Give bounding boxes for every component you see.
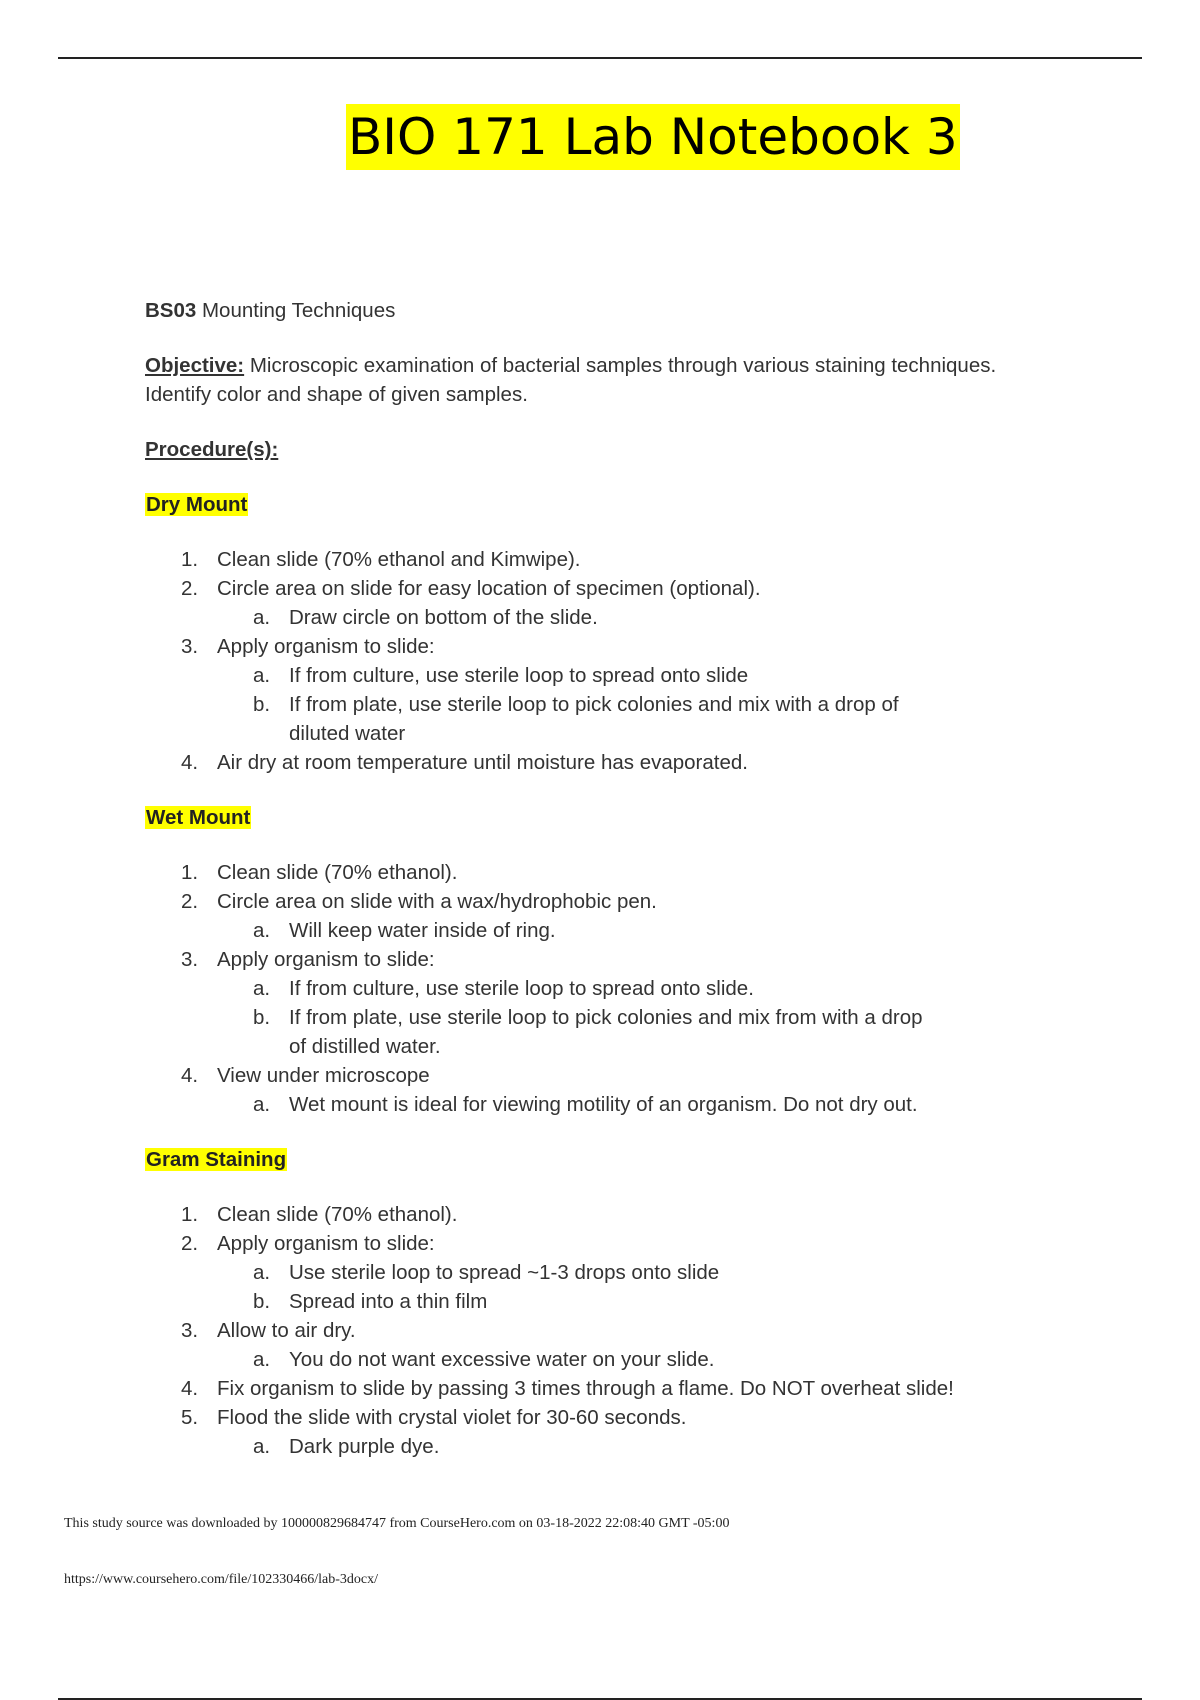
sub-step-text: If from plate, use sterile loop to pick colonies and mix with a drop of	[289, 693, 899, 716]
step-list	[145, 545, 1105, 777]
sub-list-item	[217, 1003, 1105, 1061]
step-text: Circle area on slide for easy location of specimen (optional).	[217, 577, 761, 600]
step-number: 1.	[181, 1203, 199, 1226]
sub-step-text: If from culture, use sterile loop to spread onto slide.	[289, 977, 754, 1000]
step-text: Allow to air dry.	[217, 1319, 356, 1342]
list-item	[145, 1403, 1105, 1461]
sub-step-text: Will keep water inside of ring.	[289, 919, 556, 942]
sub-list-item	[217, 1090, 1105, 1119]
source-url: https://www.coursehero.com/file/102330466/lab-3docx/	[64, 1572, 379, 1587]
sub-step-letter: b.	[253, 1006, 271, 1029]
sub-step-letter: a.	[253, 1093, 271, 1116]
section-heading	[145, 803, 1105, 832]
list-item	[145, 1061, 1105, 1119]
sub-list-item	[217, 1258, 1105, 1287]
list-item	[145, 1374, 1105, 1403]
sub-step-letter: a.	[253, 606, 271, 629]
step-text: Circle area on slide with a wax/hydrophobic pen.	[217, 890, 657, 913]
step-text: Flood the slide with crystal violet for 30-60 seconds.	[217, 1406, 687, 1429]
sub-step-text: If from culture, use sterile loop to spread onto slide	[289, 664, 749, 687]
sub-list-item	[217, 603, 1105, 632]
list-item	[145, 1316, 1105, 1374]
sub-list-item	[217, 1287, 1105, 1316]
step-text: Fix organism to slide by passing 3 times through a flame. Do NOT overheat slide!	[217, 1377, 954, 1400]
sub-step-letter: a.	[253, 664, 271, 687]
sub-list-item	[217, 690, 1105, 748]
step-number: 1.	[181, 861, 199, 884]
step-number: 2.	[181, 1232, 199, 1255]
sub-list-item	[217, 916, 1105, 945]
sub-step-text: Spread into a thin film	[289, 1290, 488, 1313]
sub-step-text: Draw circle on bottom of the slide.	[289, 606, 598, 629]
list-item	[145, 1229, 1105, 1316]
top-rule	[58, 57, 1142, 59]
objective-line-1	[145, 351, 1105, 380]
experiment-name: Mounting Techniques	[196, 299, 396, 322]
sub-step-list	[217, 1090, 1105, 1119]
sub-step-text-continued: of distilled water.	[289, 1035, 441, 1058]
list-item	[145, 887, 1105, 945]
sub-list-item	[217, 974, 1105, 1003]
procedures-line	[145, 435, 1105, 464]
step-list	[145, 858, 1105, 1119]
sub-step-letter: a.	[253, 919, 271, 942]
step-number: 3.	[181, 1319, 199, 1342]
sub-step-letter: b.	[253, 1290, 271, 1313]
sub-step-text: Use sterile loop to spread ~1-3 drops onto slide	[289, 1261, 720, 1284]
sub-step-text: You do not want excessive water on your slide.	[289, 1348, 715, 1371]
sub-step-text: Wet mount is ideal for viewing motility of an organism. Do not dry out.	[289, 1093, 918, 1116]
sub-step-letter: a.	[253, 1261, 271, 1284]
sub-list-item	[217, 1345, 1105, 1374]
step-number: 3.	[181, 948, 199, 971]
list-item	[145, 858, 1105, 887]
objective-text-1: Microscopic examination of bacterial samples through various staining techniques.	[244, 354, 997, 377]
step-text: View under microscope	[217, 1064, 430, 1087]
procedures-label: Procedure(s):	[145, 438, 279, 461]
sub-step-text: Dark purple dye.	[289, 1435, 440, 1458]
sub-list-item	[217, 1432, 1105, 1461]
step-text: Apply organism to slide:	[217, 948, 435, 971]
page-title: BIO 171 Lab Notebook 3	[346, 104, 960, 170]
step-text: Apply organism to slide:	[217, 635, 435, 658]
sub-step-letter: a.	[253, 1435, 271, 1458]
objective-line-2: Identify color and shape of given samples.	[145, 383, 528, 406]
section-heading-text: Gram Staining	[146, 1148, 287, 1171]
sub-step-list	[217, 1258, 1105, 1316]
sub-list-item	[217, 661, 1105, 690]
section-heading-text: Dry Mount	[146, 493, 248, 516]
section-wet-mount	[145, 803, 1105, 1119]
section-heading	[145, 1145, 1105, 1174]
section-heading	[145, 490, 1105, 519]
sub-step-list	[217, 1345, 1105, 1374]
experiment-code: BS03	[145, 299, 197, 322]
objective-label: Objective:	[145, 354, 245, 377]
step-number: 4.	[181, 1064, 199, 1087]
list-item	[145, 748, 1105, 777]
sub-step-letter: a.	[253, 977, 271, 1000]
step-list	[145, 1200, 1105, 1461]
experiment-line	[145, 296, 1105, 325]
list-item	[145, 574, 1105, 632]
sub-step-text-continued: diluted water	[289, 722, 406, 745]
sub-step-list	[217, 916, 1105, 945]
list-item	[145, 632, 1105, 748]
step-text: Clean slide (70% ethanol and Kimwipe).	[217, 548, 581, 571]
sub-step-letter: b.	[253, 693, 271, 716]
sub-step-list	[217, 661, 1105, 748]
sub-step-list	[217, 974, 1105, 1061]
sub-step-letter: a.	[253, 1348, 271, 1371]
section-gram-staining	[145, 1145, 1105, 1461]
step-text: Clean slide (70% ethanol).	[217, 861, 458, 884]
sub-step-list	[217, 1432, 1105, 1461]
section-heading-text: Wet Mount	[146, 806, 251, 829]
list-item	[145, 545, 1105, 574]
sub-step-text: If from plate, use sterile loop to pick colonies and mix from with a drop	[289, 1006, 923, 1029]
step-number: 3.	[181, 635, 199, 658]
step-number: 5.	[181, 1406, 199, 1429]
section-dry-mount	[145, 490, 1105, 777]
step-number: 4.	[181, 751, 199, 774]
sub-step-list	[217, 603, 1105, 632]
step-number: 2.	[181, 577, 199, 600]
step-number: 1.	[181, 548, 199, 571]
list-item	[145, 1200, 1105, 1229]
download-note: This study source was downloaded by 100000829684747 from CourseHero.com on 03-18-2022 22:08:40 GMT -05:00	[64, 1516, 730, 1531]
step-text: Apply organism to slide:	[217, 1232, 435, 1255]
step-text: Air dry at room temperature until moisture has evaporated.	[217, 751, 748, 774]
step-number: 4.	[181, 1377, 199, 1400]
list-item	[145, 945, 1105, 1061]
step-text: Clean slide (70% ethanol).	[217, 1203, 458, 1226]
step-number: 2.	[181, 890, 199, 913]
document-body	[145, 296, 1105, 1461]
